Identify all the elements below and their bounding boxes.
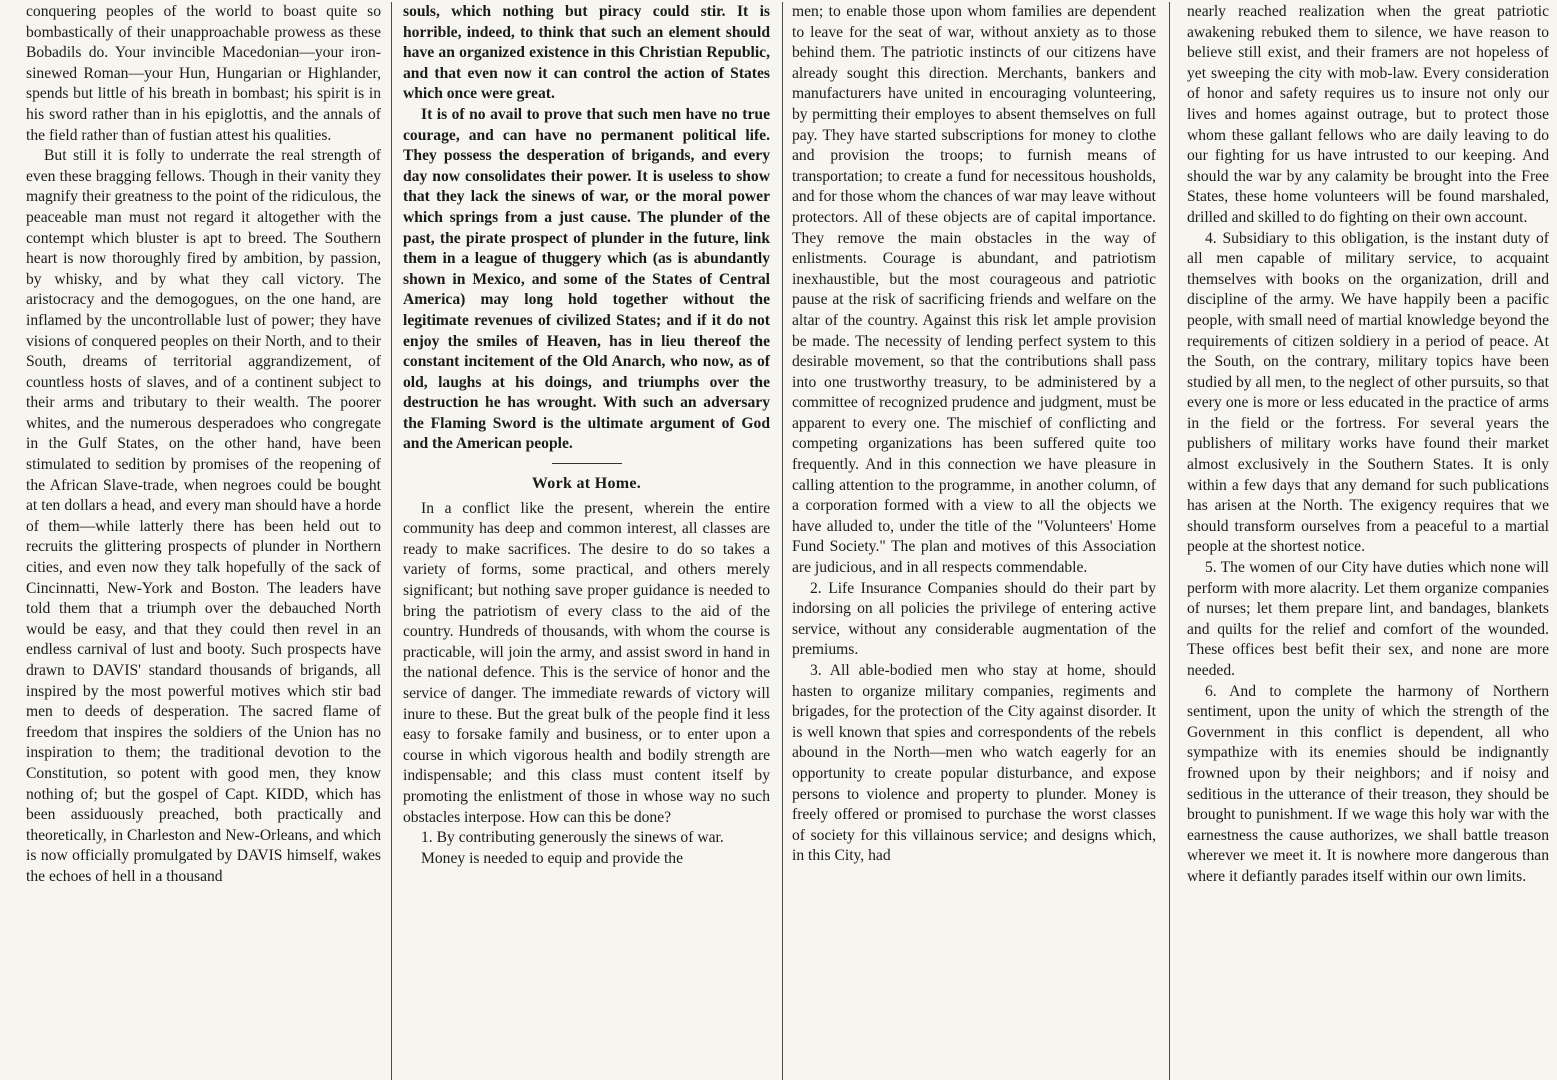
section-heading: Work at Home. — [531, 475, 642, 493]
column-rule — [1169, 2, 1170, 1080]
column-2 — [391, 2, 782, 1080]
paragraph: 6. And to complete the harmony of Northern sentiment, upon the unity of which the strength of the Government in this conflict is dependent, all who sympathize with its enemies should be indignantly frowned upon by their neighbors; and if noisy and seditious in the utterance of their treason, they should be brought to punishment. If we wage this holy war with the earnestness the cause authorizes, we shall battle treason wherever we meet it. It is nowhere more dangerous than where it defiantly parades itself within our own limits. — [1187, 682, 1549, 885]
column-4 — [1169, 2, 1557, 1080]
column-rule — [391, 2, 392, 1080]
paragraph: 2. Life Insurance Companies should do their part by indorsing on all policies the privilege of entering active service, without any considerable augmentation of the premiums. — [792, 579, 1156, 659]
paragraph: It is of no avail to prove that such men have no true courage, and can have no permanent political life. They possess the desperation of brigands, and every day now consolidates their power. It is useless to show that they lack the sinews of war, or the moral power which springs from a just cause. The plunder of the past, the pirate prospect of plunder in the future, link them in a league of thuggery which (as is abundantly shown in Mexico, and some of the States of Central America) may long hold together without the legitimate revenues of civilized States; and if it do not enjoy the smiles of Heaven, has in lieu thereof the constant incitement of the Old Anarch, who now, as of old, laughs at his doings, and triumphs over the destruction he has wrought. With such an adversary the Flaming Sword is the ultimate argument of God and the American people. — [403, 105, 770, 453]
paragraph: 1. By contributing generously the sinews of war. — [421, 829, 724, 847]
column-rule — [782, 2, 783, 1080]
paragraph: souls, which nothing but piracy could stir. It is horrible, indeed, to think that such an element should have an organized existence in this Christian Republic, and that even now it can control the action of States which once were great. — [403, 3, 770, 103]
column-1 — [0, 2, 391, 1080]
paragraph: conquering peoples of the world to boast quite so bombastically of their unapproachable prowess as these Bobadils do. Your invincible Macedonian—your iron-sinewed Roman—your Hun, Hungarian or Highlander, spends but little of his breath in bombast; his spirit is in his sword rather than in his epiglottis, and the annals of the field rather than of fustian attest his qualities. — [26, 3, 381, 144]
paragraph: But still it is folly to underrate the real strength of even these bragging fellows. Though in their vanity they magnify their greatness to the point of the ridiculous, the peaceable man must not regard it altogether with the contempt which bluster is apt to breed. The Southern heart is now thoroughly fired by ambition, by passion, by whisky, and by what they call victory. The aristocracy and the demogogues, on the one hand, are inflamed by the uncontrollable lust of power; they have visions of conquered peoples on their North, and to their South, dreams of territorial aggrandizement, of countless hosts of slaves, and of a continent subject to their arms and tributary to their wealth. The poorer whites, and the numerous desperadoes who congregate in the Gulf States, on the other hand, have been stimulated to sedition by promises of the reopening of the African Slave-trade, when negroes could be bought at ten dollars a head, and every man should have a horde of them—while latterly there has been held out to recruits the glittering prospects of plunder in Northern cities, and even now they talk hopefully of the sack of Cincinnatti, New-York and Boston. The leaders have told them that a triumph over the debauched North would be easy, and that they could then revel in an endless carnival of lust and booty. Such prospects have drawn to DAVIS' standard thousands of brigands, all inspired by the most powerful motives which stir bad men to deeds of desperation. The sacred flame of freedom that inspires the soldiers of the Union has no inspiration to them; the traditional devotion to the Constitution, so potent with good men, they know nothing of; but the gospel of Capt. KIDD, which has been assiduously preached, both practically and theoretically, in Charleston and New-Orleans, and which is now officially promulgated by DAVIS himself, wakes the echoes of hell in a thousand — [26, 147, 381, 885]
paragraph: 4. Subsidiary to this obligation, is the instant duty of all men capable of military service, to acquaint themselves with books on the organization, drill and discipline of the army. We have happily been a pacific people, with small need of martial knowledge beyond the requirements of citizen soldiery in a period of peace. At the South, on the contrary, military topics have been studied by all men, to the neglect of other pursuits, so that every one is more or less educated in the practice of arms in the field or the fortress. For several years the publishers of military works have found their market almost exclusively in the Southern States. It is only within a few days that any demand for such publications has arisen at the North. The exigency requires that we should transform ourselves from a peaceful to a martial people at the shortest notice. — [1187, 229, 1549, 556]
paragraph: 3. All able-bodied men who stay at home, should hasten to organize military companies, regiments and brigades, for the protection of the City against disorder. It is well known that spies and correspondents of the rebels abound in the North—men who watch eagerly for an opportunity to create popular disturbance, and expose persons to violence and property to plunder. Money is freely offered or promised to purchase the worst classes of society for this villainous service; and designs which, in this City, had — [792, 662, 1156, 865]
column-3 — [782, 2, 1169, 1080]
paragraph: 5. The women of our City have duties which none will perform with more alacrity. Let them organize companies of nurses; let them prepare lint, and bandages, blankets and quilts for the relief and comfort of the wounded. These offices best befit their sex, and none are more needed. — [1187, 559, 1549, 679]
section-divider — [552, 463, 622, 464]
paragraph: In a conflict like the present, wherein the entire community has deep and common interest, all classes are ready to make sacrifices. The desire to do so takes a variety of forms, some practical, and others merely significant; but nothing save proper guidance is needed to bring the patriotism of every class to the aid of the country. Hundreds of thousands, with whom the course is practicable, will join the army, and assist sword in hand in the national defence. This is the service of honor and the service of danger. The immediate rewards of victory will inure to these. But the great bulk of the people find it less easy to forsake family and business, or to enter upon a course in which vigorous health and bodily strength are indispensable; and this class must content itself by promoting the enlistment of those in whose way no such obstacles interpose. How can this be done? — [403, 499, 770, 826]
paragraph: nearly reached realization when the great patriotic awakening rebuked them to silence, we have reason to believe still exist, and their framers are not hopeless of yet sweeping the city with mob-law. Every consideration of honor and safety requires us to insure not only our lives and homes against outrage, but to protect those whom these gallant fellows who are daily leaving to do our fighting for us have intrusted to our keeping. And should the war by any calamity be brought into the Free States, these home volunteers will be found marshaled, drilled and skilled to do fighting on their own account. — [1187, 3, 1549, 226]
paragraph: men; to enable those upon whom families are dependent to leave for the seat of war, without anxiety as to those behind them. The patriotic instincts of our citizens have already sought this direction. Merchants, bankers and manufacturers have united in encouraging volunteering, by permitting their employes to absent themselves on full pay. They have started subscriptions for money to clothe and provision the troops; to furnish means of transportation; to create a fund for necessitous housholds, and for those whom the chances of war may leave without protectors. All of these objects are of capital importance. They remove the main obstacles in the way of enlistments. Courage is abundant, and patriotism inexhaustible, but the most courageous and patriotic pause at the risk of sacrificing friends and welfare on the altar of the country. Against this risk let ample provision be made. The necessity of lending perfect system to this desirable movement, so that the contributions shall pass into one trustworthy treasury, to be administered by a committee of recognized prudence and judgment, must be apparent to every one. The mischief of conflicting and competing organizations has been suffered quite too frequently. And in this connection we have pleasure in calling attention to the programme, in another column, of a corporation formed with a view to all the objects we have alluded to, under the title of the "Volunteers' Home Fund Society." The plan and motives of this Association are judicious, and in all respects commendable. — [792, 3, 1156, 577]
paragraph: Money is needed to equip and provide the — [421, 849, 683, 867]
